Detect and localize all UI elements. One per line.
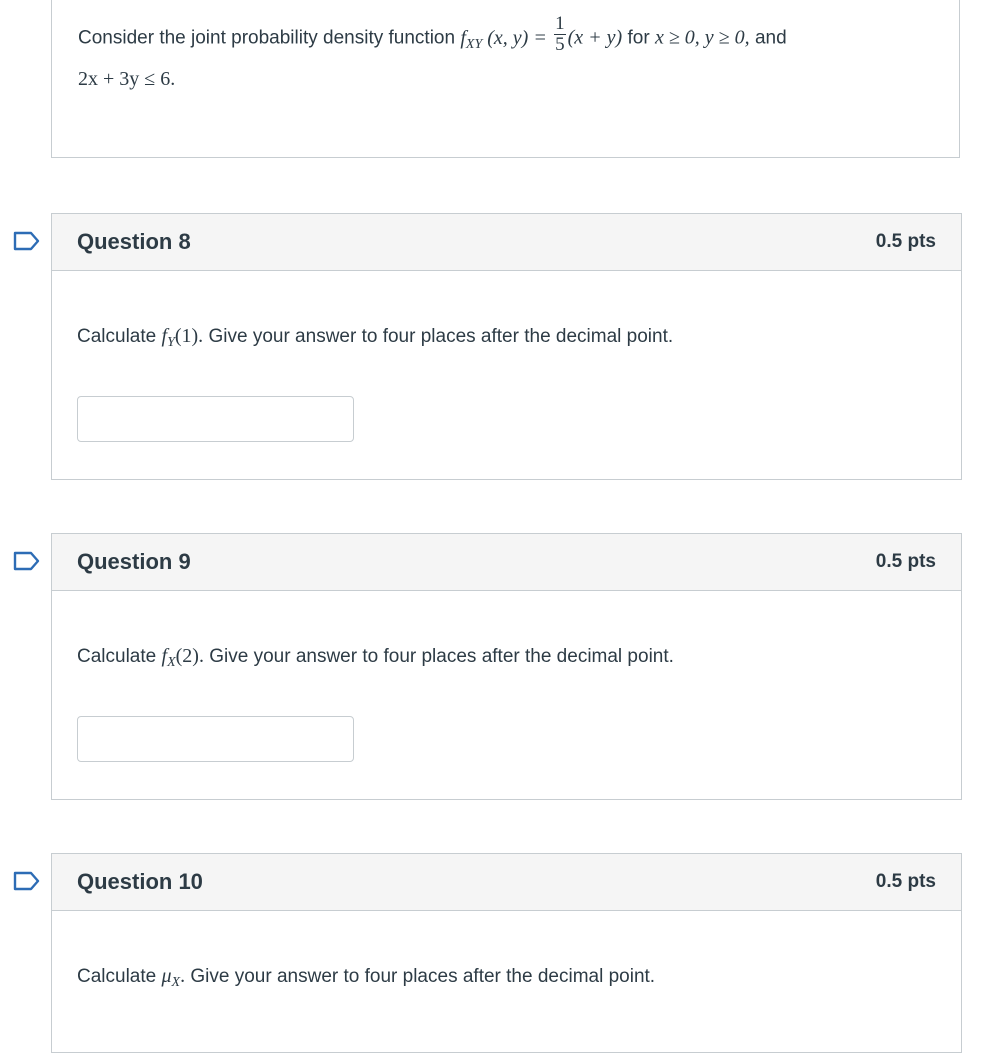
intro-and: and — [754, 27, 787, 49]
question-8 — [51, 213, 962, 480]
bookmark-flag-icon[interactable] — [13, 551, 41, 571]
intro-for: for — [627, 27, 650, 49]
question-title: Question 9 — [77, 549, 191, 574]
question-text: Calculate $f_X(2)$. Give your answer to four places after the decimal point. — [77, 645, 674, 670]
intro-condition-2: 2x + 3y ≤ 6. — [78, 67, 176, 90]
question-title: Question 8 — [77, 229, 191, 254]
question-header — [52, 854, 961, 911]
question-points: 0.5 pts — [875, 871, 936, 892]
question-points: 0.5 pts — [875, 551, 936, 572]
question-7-text — [78, 13, 938, 99]
answer-input[interactable] — [77, 716, 354, 762]
answer-input[interactable] — [77, 396, 354, 442]
bookmark-flag-icon[interactable] — [13, 871, 41, 891]
question-text: Calculate $f_Y(1)$. Give your answer to four places after the decimal point. — [77, 325, 674, 350]
question-header — [52, 534, 961, 591]
question-10 — [51, 853, 962, 1053]
question-7-body — [51, 0, 960, 158]
intro-prefix: Consider the joint probability density function — [78, 27, 456, 49]
question-9 — [51, 533, 962, 800]
intro-condition-1: x ≥ 0, y ≥ 0, — [654, 26, 750, 49]
question-points: 0.5 pts — [875, 231, 936, 252]
intro-fraction: $\frac{1}{5}$ — [555, 13, 565, 55]
intro-math-function: $f_{XY}$ (x, y) = — [460, 26, 547, 52]
question-text: Calculate $\mu_X$. Give your answer to four places after the decimal point. — [77, 965, 656, 990]
question-header — [52, 214, 961, 271]
bookmark-flag-icon[interactable] — [13, 231, 41, 251]
intro-expression: (x + y) — [567, 26, 623, 49]
question-title: Question 10 — [77, 869, 203, 894]
